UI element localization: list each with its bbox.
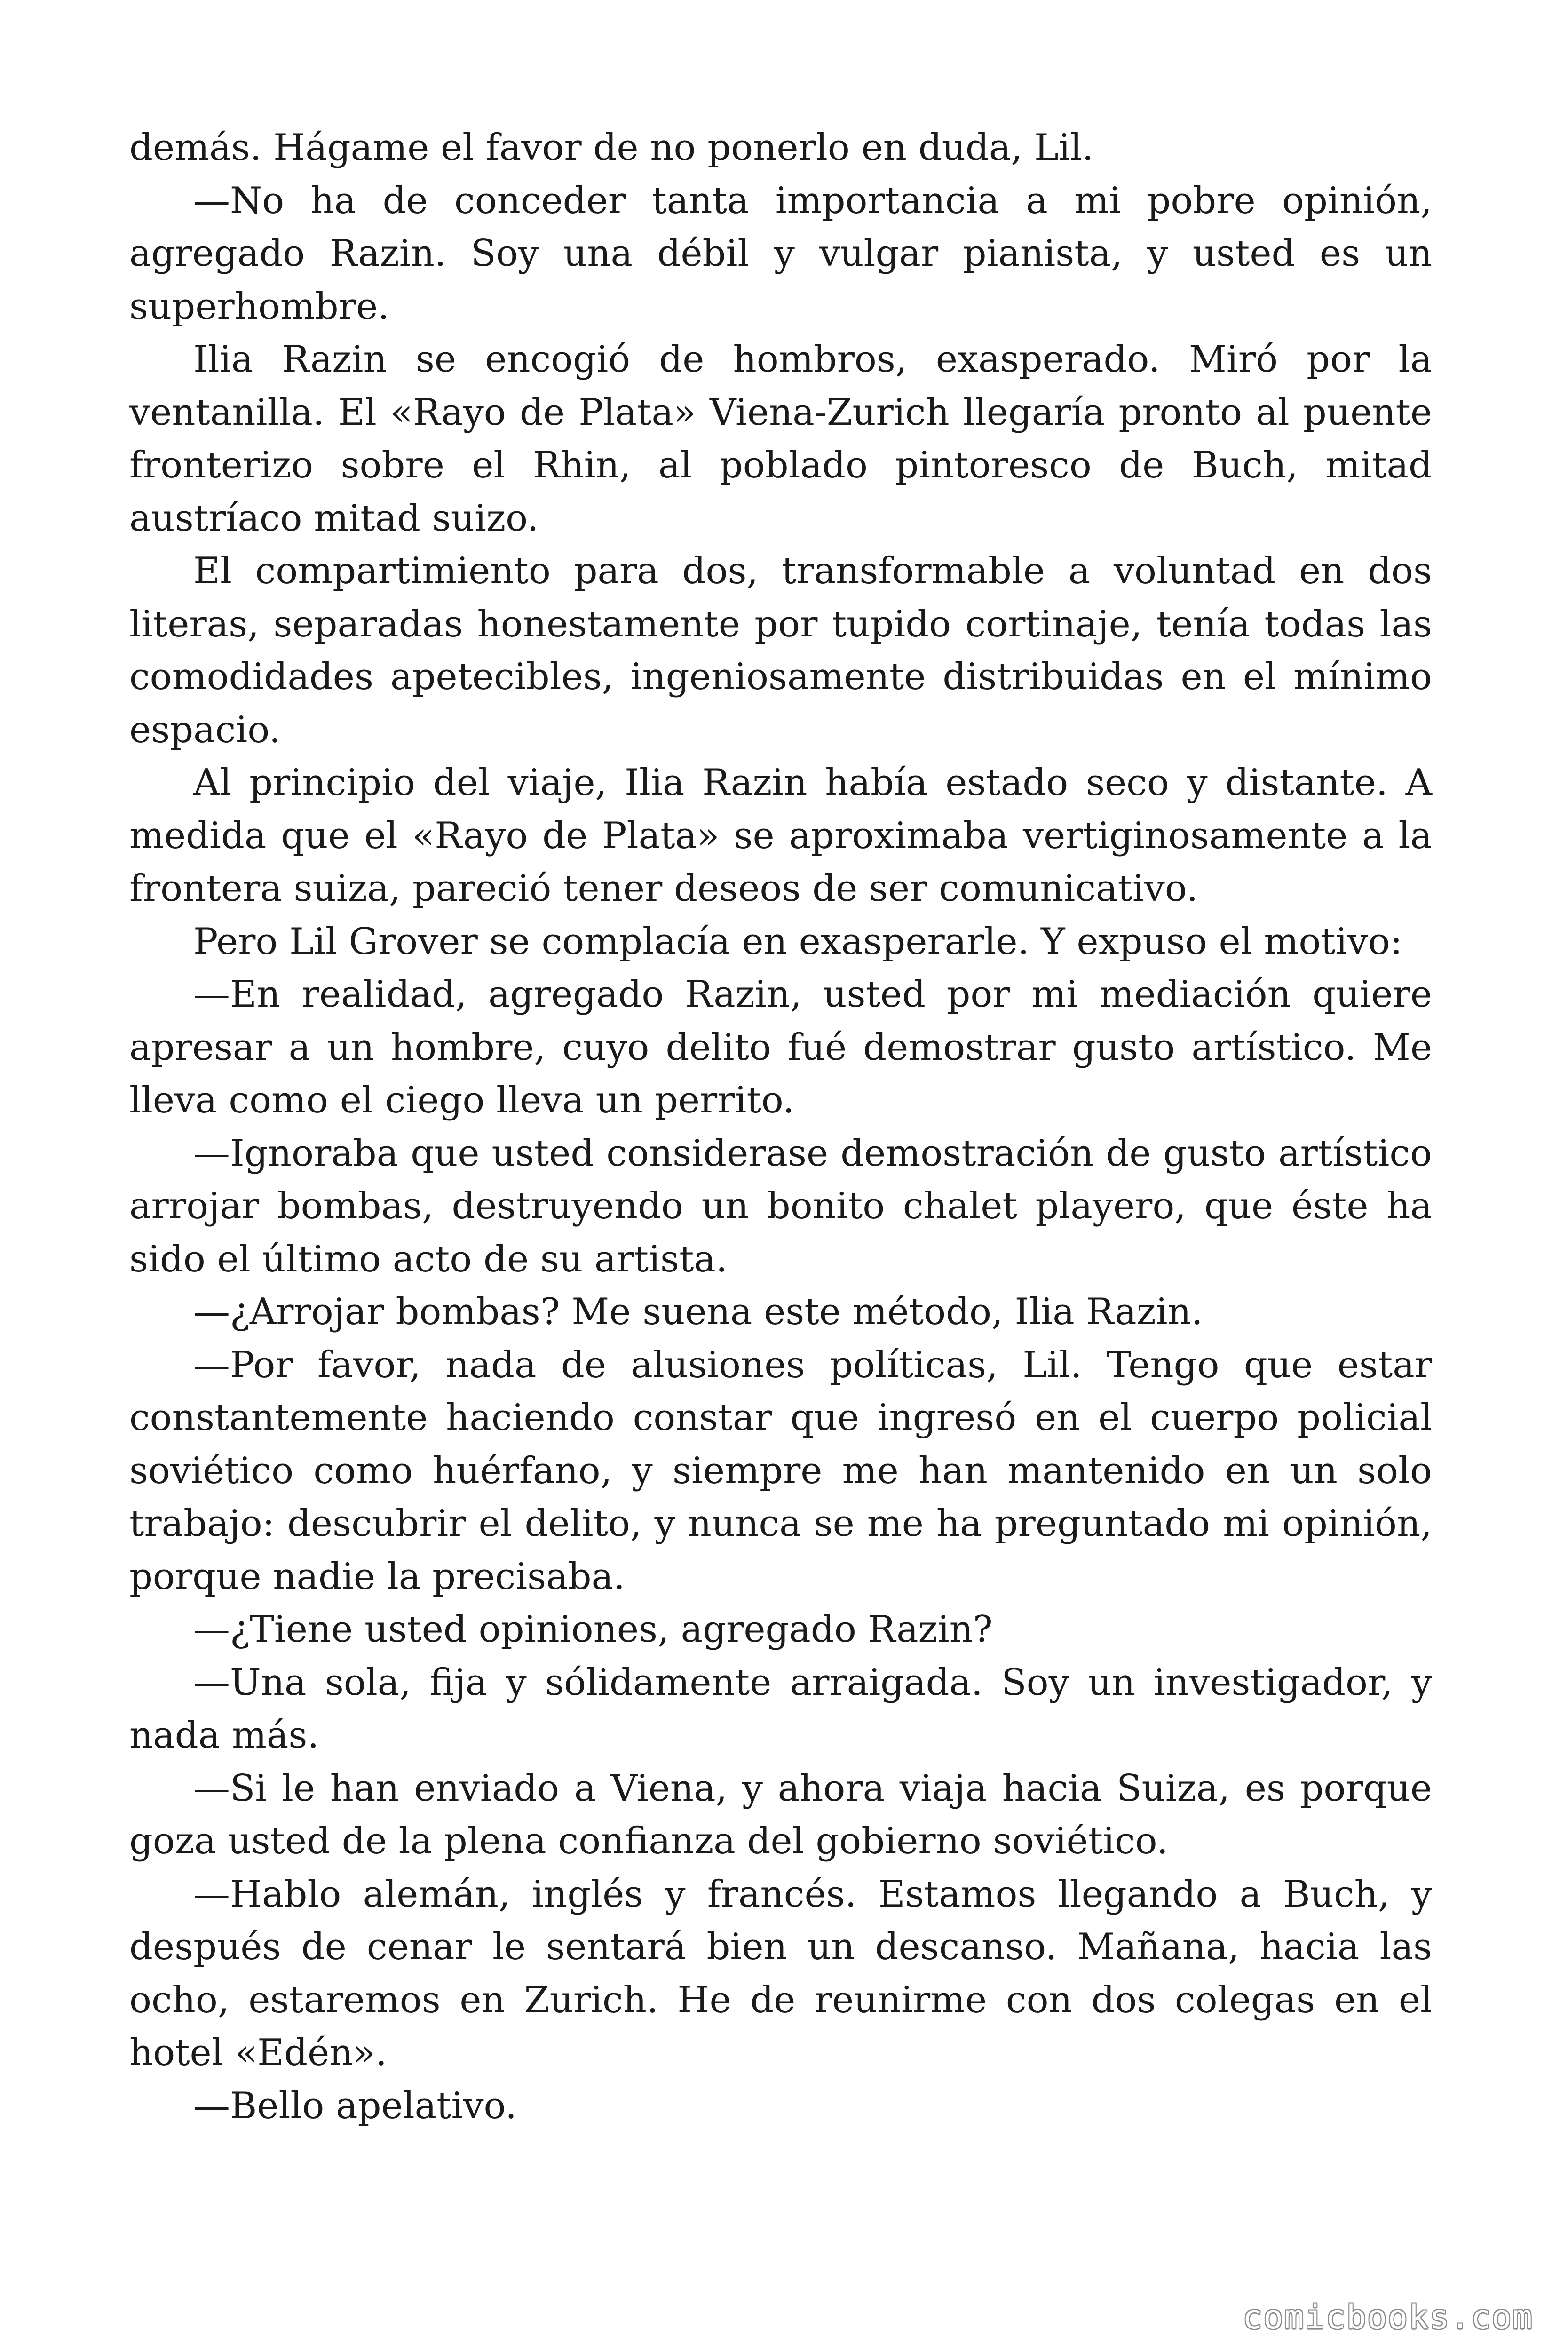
paragraph: —Ignoraba que usted considerase demostración de gusto artístico arrojar bombas, destruyendo un bonito chalet playero, que éste ha sido el último acto de su artista. — [129, 1132, 1432, 1280]
paragraph: —En realidad, agregado Razin, usted por mi mediación quiere apresar a un hombre, cuyo delito fué demostrar gusto artístico. Me lleva como el ciego lleva un perrito. — [129, 973, 1432, 1121]
paragraph: —Hablo alemán, inglés y francés. Estamos llegando a Buch, y después de cenar le sentará bien un descanso. Mañana, hacia las ocho, estaremos en Zurich. He de reunirme con dos colegas en el hotel «Edén». — [129, 1873, 1432, 2074]
paragraph: —Una sola, fija y sólidamente arraigada. Soy un investigador, y nada más. — [129, 1661, 1432, 1756]
paragraph: Ilia Razin se encogió de hombros, exasperado. Miró por la ventanilla. El «Rayo de Plata» Viena-Zurich llegaría pronto al puente fronterizo sobre el Rhin, al poblado pintoresco de Buch, mitad austríaco mitad suizo. — [129, 338, 1432, 540]
page-body-text — [129, 121, 1432, 2132]
paragraph: —Si le han enviado a Viena, y ahora viaja hacia Suiza, es porque goza usted de la plena confianza del gobierno soviético. — [129, 1767, 1432, 1862]
paragraph: —Por favor, nada de alusiones políticas, Lil. Tengo que estar constantemente haciendo constar que ingresó en el cuerpo policial soviético como huérfano, y siempre me han mantenido en un solo trabajo: descubrir el delito, y nunca se me ha preguntado mi opinión, porque nadie la precisaba. — [129, 1343, 1432, 1598]
paragraph: El compartimiento para dos, transformable a voluntad en dos literas, separadas honestamente por tupido cortinaje, tenía todas las comodidades apetecibles, ingeniosamente distribuidas en el mínimo espacio. — [129, 550, 1432, 751]
paragraph: —Bello apelativo. — [193, 2084, 517, 2127]
paragraph: —¿Arrojar bombas? Me suena este método, Ilia Razin. — [193, 1291, 1203, 1333]
paragraph: —¿Tiene usted opiniones, agregado Razin? — [193, 1608, 993, 1651]
paragraph: Pero Lil Grover se complacía en exasperarle. Y expuso el motivo: — [193, 920, 1402, 963]
watermark-text: comicbooks.com — [1242, 2298, 1533, 2336]
paragraph: demás. Hágame el favor de no ponerlo en duda, Lil. — [129, 127, 1094, 169]
paragraph: Al principio del viaje, Ilia Razin había estado seco y distante. A medida que el «Rayo de Plata» se aproximaba vertiginosamente a la frontera suiza, pareció tener deseos de ser comunicativo. — [129, 762, 1432, 910]
paragraph: —No ha de conceder tanta importancia a mi pobre opinión, agregado Razin. Soy una débil y vulgar pianista, y usted es un superhombre. — [129, 179, 1432, 328]
